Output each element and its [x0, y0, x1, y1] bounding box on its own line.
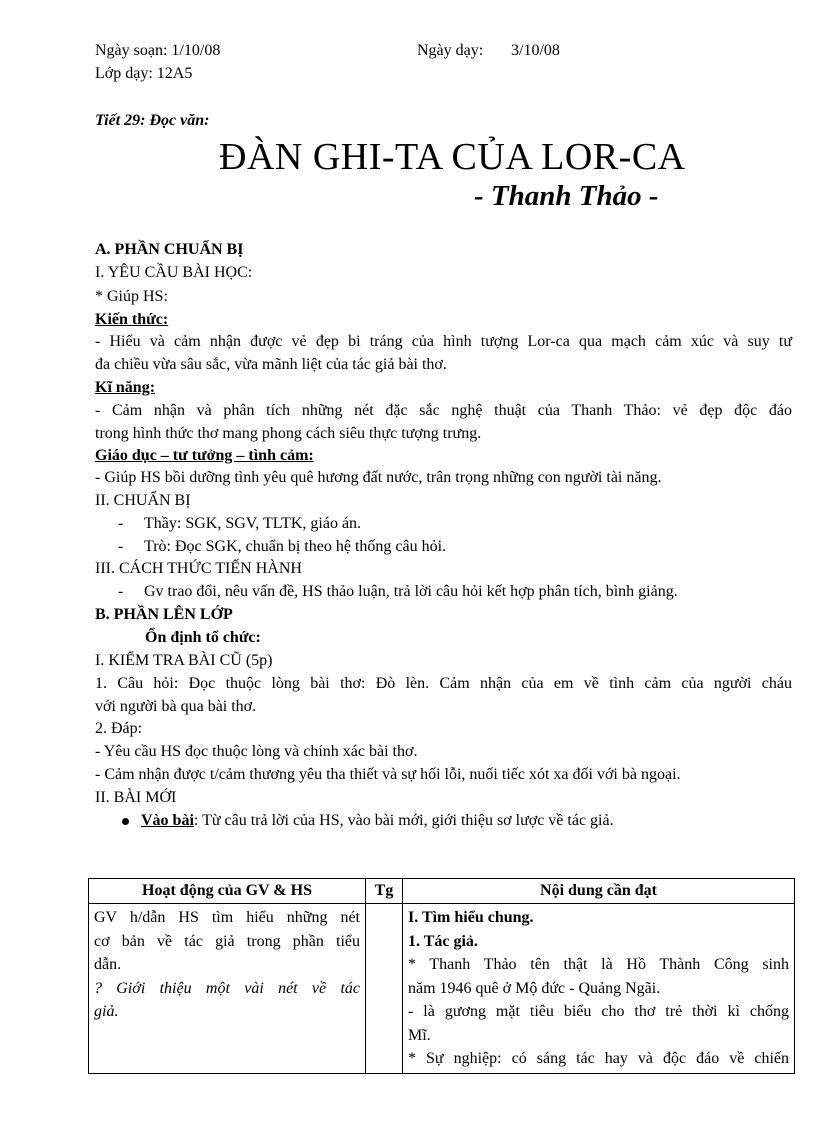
- help-students: * Giúp HS:: [95, 288, 168, 305]
- section-a-heading: A. PHẦN CHUẨN BỊ: [95, 241, 244, 258]
- time-cell: [366, 904, 403, 1074]
- lesson-activity-table: [88, 878, 795, 1074]
- teacher-prep-item: [118, 513, 361, 535]
- student-prep-item: [118, 536, 446, 558]
- activity-line: cơ bản về tác giả trong phần tiểu: [94, 932, 360, 950]
- skills-line-1: - Cảm nhận và phân tích những nét đặc sắc nghệ thuật của Thanh Thảo: vẻ đẹp độc đáo: [95, 402, 792, 419]
- section-b-heading: B. PHẦN LÊN LỚP: [95, 606, 233, 623]
- method-heading: III. CÁCH THỨC TIẾN HÀNH: [95, 560, 302, 577]
- teacher-prep-text: Thầy: SGK, SGV, TLTK, giáo án.: [144, 515, 362, 532]
- content-line: năm 1946 quê ở Mộ đức - Quảng Ngãi.: [408, 979, 661, 997]
- content-line: * Sự nghiệp: có sáng tác hay và độc đáo về chiến: [408, 1050, 789, 1067]
- intro-item: [122, 810, 614, 832]
- preparation-heading: II. CHUẨN BỊ: [95, 492, 191, 509]
- column-header-time: Tg: [366, 879, 403, 904]
- intro-label: Vào bài: [141, 812, 194, 829]
- list-dash: -: [118, 583, 124, 600]
- class-organization: Ổn định tổ chức:: [145, 629, 261, 646]
- list-dash: -: [118, 538, 124, 555]
- skills-line-2: trong hình thức thơ mang phong cách siêu thực tượng trưng.: [95, 425, 482, 442]
- student-prep-text: Trò: Đọc SGK, chuẩn bị theo hệ thống câu hỏi.: [144, 538, 447, 555]
- content-heading-author: 1. Tác giả.: [408, 932, 478, 950]
- column-header-content: Nội dung cần đạt: [403, 879, 795, 904]
- knowledge-line-1: - Hiểu và cảm nhận được vẻ đẹp bi tráng của hình tượng Lor-ca qua mạch cảm xúc và suy tư: [95, 333, 792, 350]
- lesson-title: ĐÀN GHI-TA CỦA LOR-CA: [219, 136, 686, 178]
- list-dash: -: [118, 515, 124, 532]
- lesson-period-label: Tiết 29: Đọc văn:: [95, 112, 210, 129]
- lesson-author: - Thanh Thảo -: [474, 180, 659, 212]
- answer-line-2: - Cảm nhận được t/cảm thương yêu tha thiết và sự hối lỗi, nuối tiếc xót xa đối với bà ngoại.: [95, 766, 681, 783]
- answer-label: 2. Đáp:: [95, 720, 143, 737]
- content-line: - là gương mặt tiêu biểu cho thơ trẻ thời kì chống: [408, 1003, 789, 1020]
- teaching-date-label: Ngày dạy:: [417, 42, 484, 59]
- activity-question-line: ? Giới thiệu một vài nét về tác: [94, 979, 360, 997]
- activity-line: dẫn.: [94, 956, 122, 973]
- activities-cell: [89, 904, 366, 1074]
- skills-label: Kĩ năng:: [95, 379, 156, 396]
- knowledge-label: Kiến thức:: [95, 311, 169, 328]
- knowledge-line-2: đa chiều vừa sâu sắc, vừa mãnh liệt của tác giả bài thơ.: [95, 356, 447, 373]
- education-label: Giáo dục – tư tưởng – tình cảm:: [95, 447, 314, 464]
- table-row: [89, 904, 795, 1074]
- method-item: [118, 581, 678, 603]
- activity-line: GV h/dẫn HS tìm hiểu những nét: [94, 909, 360, 926]
- method-text: Gv trao đổi, nêu vấn đề, HS thảo luận, trả lời câu hỏi kết hợp phân tích, bình giảng.: [144, 583, 678, 600]
- content-cell: [403, 904, 795, 1074]
- bullet-icon: [122, 818, 129, 825]
- content-line: Mĩ.: [408, 1026, 431, 1044]
- intro-text: : Từ câu trả lời của HS, vào bài mới, giới thiệu sơ lược về tác giả.: [193, 812, 614, 829]
- column-header-activities: Hoạt động của GV & HS: [89, 879, 366, 904]
- teaching-date-value: 3/10/08: [511, 42, 560, 59]
- activity-question-line: giả.: [94, 1003, 119, 1020]
- new-lesson-heading: II. BÀI MỚI: [95, 789, 177, 806]
- question-line-2: với người bà qua bài thơ.: [95, 698, 257, 715]
- review-heading: I. KIỂM TRA BÀI CŨ (5p): [95, 652, 273, 669]
- table-header-row: [89, 879, 795, 904]
- date-prepared: Ngày soạn: 1/10/08: [95, 42, 221, 59]
- class-taught: Lớp dạy: 12A5: [95, 65, 193, 82]
- answer-line-1: - Yêu cầu HS đọc thuộc lòng và chính xác bài thơ.: [95, 743, 418, 760]
- content-line: * Thanh Thảo tên thật là Hồ Thành Công sinh: [408, 956, 789, 973]
- content-heading-general: I. Tìm hiểu chung.: [408, 909, 534, 926]
- question-line-1: 1. Câu hỏi: Đọc thuộc lòng bài thơ: Đò lèn. Cảm nhận của em về tình cảm của người cháu: [95, 675, 792, 692]
- education-line: - Giúp HS bồi dưỡng tình yêu quê hương đất nước, trân trọng những con người tài năng.: [95, 469, 662, 486]
- requirements-heading: I. YÊU CẦU BÀI HỌC:: [95, 264, 253, 281]
